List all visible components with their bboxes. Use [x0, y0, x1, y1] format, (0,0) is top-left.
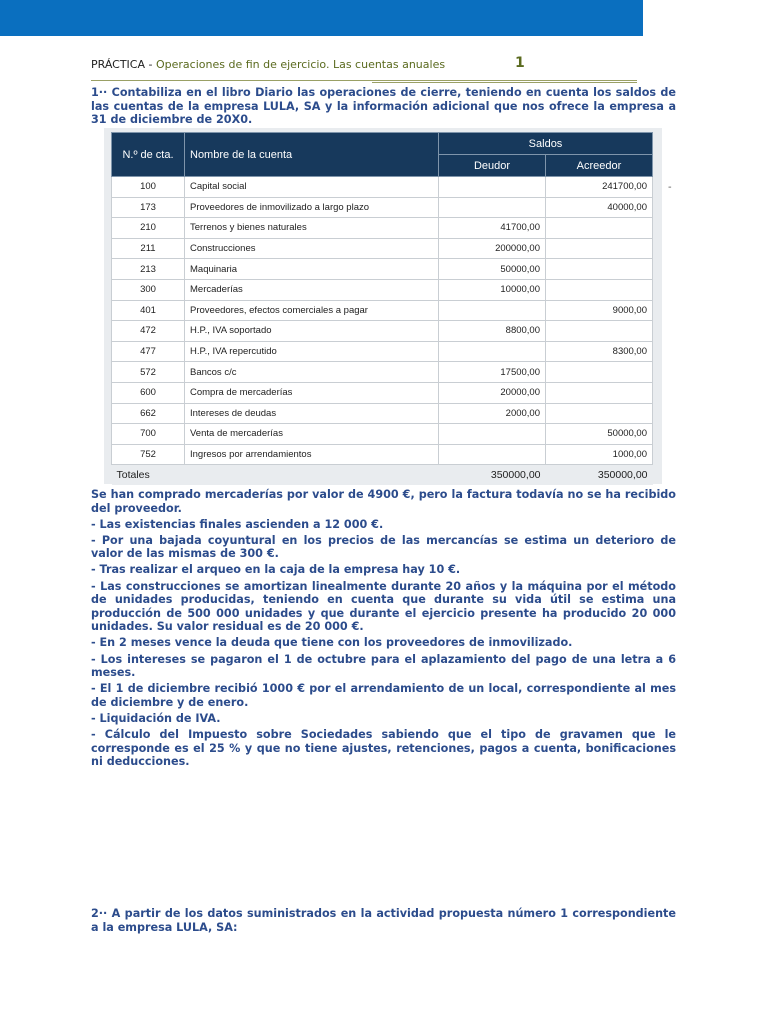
account-code: 752 [112, 444, 185, 465]
acreedor-value: 1000,00 [546, 444, 653, 465]
deudor-value: 200000,00 [439, 238, 546, 259]
account-code: 213 [112, 259, 185, 280]
header-divider [91, 80, 637, 81]
deudor-value: 20000,00 [439, 382, 546, 403]
table-row [112, 238, 653, 259]
account-name: Intereses de deudas [185, 403, 439, 424]
question-2-intro: 2·· A partir de los datos suministrados en la actividad propuesta número 1 correspondiente a la empresa LULA, SA: [91, 907, 676, 934]
info-item: - Liquidación de IVA. [91, 711, 221, 725]
totals-label: Totales [112, 465, 439, 485]
header-deudor: Deudor [439, 155, 546, 177]
account-name: H.P., IVA soportado [185, 321, 439, 342]
header-saldos: Saldos [439, 133, 653, 155]
table-row [112, 177, 653, 198]
deudor-value: 41700,00 [439, 218, 546, 239]
table-row [112, 321, 653, 342]
practice-title [91, 58, 445, 71]
account-name: Venta de mercaderías [185, 424, 439, 445]
question-1-intro: 1·· Contabiliza en el libro Diario las operaciones de cierre, teniendo en cuenta los saldos de las cuentas de la empresa LULA, SA y la información adicional que nos ofrece la empresa a 31 de diciembre de 20X0. [91, 86, 676, 127]
account-name: Ingresos por arrendamientos [185, 444, 439, 465]
table-row [112, 444, 653, 465]
account-code: 173 [112, 197, 185, 218]
account-code: 401 [112, 300, 185, 321]
table-body [112, 177, 653, 465]
acreedor-value [546, 259, 653, 280]
info-item: - Los intereses se pagaron el 1 de octubre para el aplazamiento del pago de una letra a 6 meses. [91, 652, 676, 680]
info-item: Se han comprado mercaderías por valor de 4900 €, pero la factura todavía no se ha recibido del proveedor. [91, 488, 676, 515]
practice-subtitle: Operaciones de fin de ejercicio. Las cuentas anuales [155, 58, 446, 71]
header-account-name: Nombre de la cuenta [185, 133, 439, 177]
deudor-value [439, 444, 546, 465]
table-row [112, 218, 653, 239]
page-number: 1 [515, 55, 525, 71]
deudor-value [439, 197, 546, 218]
account-name: Terrenos y bienes naturales [185, 218, 439, 239]
account-code: 700 [112, 424, 185, 445]
table-row [112, 362, 653, 383]
account-code: 572 [112, 362, 185, 383]
info-item: - En 2 meses vence la deuda que tiene con los proveedores de inmovilizado. [91, 636, 573, 650]
totals-row [112, 465, 653, 485]
account-code: 477 [112, 341, 185, 362]
top-color-bar [0, 0, 643, 36]
info-item: - Cálculo del Impuesto sobre Sociedades sabiendo que el tipo de gravamen que le corresponde es el 25 % y que no tiene ajustes, retenciones, pagos a cuenta, bonificaciones ni deducciones. [91, 728, 676, 769]
deudor-value: 50000,00 [439, 259, 546, 280]
account-name: Construcciones [185, 238, 439, 259]
deudor-value [439, 424, 546, 445]
acreedor-value: 50000,00 [546, 424, 653, 445]
account-name: Maquinaria [185, 259, 439, 280]
table-row [112, 341, 653, 362]
acreedor-value: 241700,00 [546, 177, 653, 198]
acreedor-value: 40000,00 [546, 197, 653, 218]
table-row [112, 197, 653, 218]
totals-deudor: 350000,00 [439, 465, 546, 485]
account-code: 210 [112, 218, 185, 239]
acreedor-value [546, 238, 653, 259]
totals-acreedor: 350000,00 [546, 465, 653, 485]
side-mark: - [668, 182, 672, 193]
account-code: 662 [112, 403, 185, 424]
account-code: 300 [112, 279, 185, 300]
practice-label: PRÁCTICA - [91, 58, 156, 71]
page-header [91, 56, 637, 80]
account-name: Proveedores de inmovilizado a largo plazo [185, 197, 439, 218]
account-code: 600 [112, 382, 185, 403]
account-name: Bancos c/c [185, 362, 439, 383]
header-divider-secondary [372, 82, 637, 83]
deudor-value: 2000,00 [439, 403, 546, 424]
account-name: H.P., IVA repercutido [185, 341, 439, 362]
table-row [112, 259, 653, 280]
acreedor-value [546, 279, 653, 300]
deudor-value: 17500,00 [439, 362, 546, 383]
info-item: - Tras realizar el arqueo en la caja de la empresa hay 10 €. [91, 563, 461, 577]
header-account-number: N.º de cta. [112, 133, 185, 177]
info-item: - Las existencias finales ascienden a 12 000 €. [91, 517, 384, 531]
table-row [112, 424, 653, 445]
table-row [112, 382, 653, 403]
info-item: - El 1 de diciembre recibió 1000 € por el arrendamiento de un local, correspondiente al mes de diciembre y de enero. [91, 682, 676, 709]
additional-info-list [91, 488, 676, 771]
acreedor-value: 9000,00 [546, 300, 653, 321]
header-acreedor: Acreedor [546, 155, 653, 177]
table-row [112, 279, 653, 300]
account-code: 472 [112, 321, 185, 342]
balance-table-panel [104, 128, 662, 484]
table-row [112, 403, 653, 424]
account-code: 211 [112, 238, 185, 259]
account-name: Proveedores, efectos comerciales a pagar [185, 300, 439, 321]
deudor-value [439, 341, 546, 362]
acreedor-value [546, 218, 653, 239]
acreedor-value [546, 403, 653, 424]
acreedor-value [546, 382, 653, 403]
balance-table [111, 132, 653, 485]
acreedor-value [546, 321, 653, 342]
account-code: 100 [112, 177, 185, 198]
account-name: Capital social [185, 177, 439, 198]
deudor-value: 10000,00 [439, 279, 546, 300]
acreedor-value [546, 362, 653, 383]
deudor-value: 8800,00 [439, 321, 546, 342]
account-name: Mercaderías [185, 279, 439, 300]
info-item: - Las construcciones se amortizan linealmente durante 20 años y la máquina por el método de unidades producidas, teniendo en cuenta que durante su vida útil se estima una producción de 500 000 unidades y que durante el ejercicio presente ha producido 20 000 unidades. Su valor residual es de 20 000 €. [91, 579, 676, 634]
deudor-value [439, 177, 546, 198]
table-row [112, 300, 653, 321]
acreedor-value: 8300,00 [546, 341, 653, 362]
account-name: Compra de mercaderías [185, 382, 439, 403]
info-item: - Por una bajada coyuntural en los precios de las mercancías se estima un deterioro de valor de las mismas de 300 €. [91, 533, 676, 561]
deudor-value [439, 300, 546, 321]
